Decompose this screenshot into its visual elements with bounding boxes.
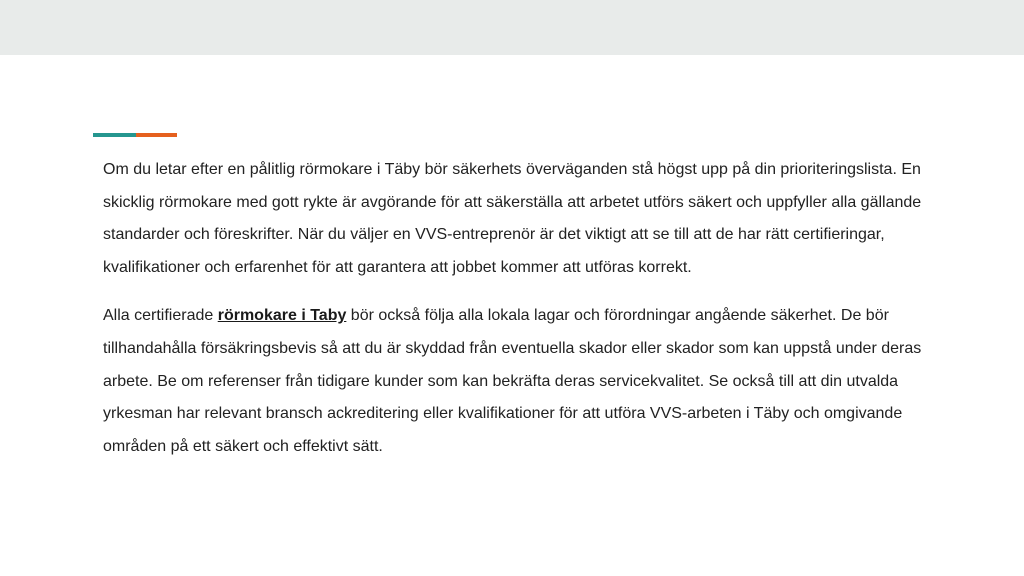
accent-bar-orange — [136, 133, 177, 137]
article-body — [103, 154, 933, 479]
top-band — [0, 0, 1024, 55]
paragraph-2-intro: Alla certifierade — [103, 307, 218, 325]
plumber-taby-link[interactable]: rörmokare i Taby — [217, 307, 347, 325]
accent-bar-teal — [93, 133, 136, 137]
paragraph-2-rest: bör också följa alla lokala lagar och förordningar angående säkerhet. De bör tillhandahålla försäkringsbevis så att du är skyddad från eventuella skador eller skador som kan uppstå under deras arbete. Be om referenser från tidigare kunder som kan bekräfta deras servicekvalitet. Se också till att din utvalda yrkesman har relevant bransch ackreditering eller kvalifikationer för att utföra VVS-arbeten i Täby och omgivande områden på ett säkert och effektivt sätt. — [103, 307, 922, 455]
paragraph-1: Om du letar efter en pålitlig rörmokare i Täby bör säkerhets överväganden stå högst upp på din prioriteringslista. En skicklig rörmokare med gott rykte är avgörande för att säkerställa att arbetet utförs säkert och uppfyller alla gällande standarder och föreskrifter. När du väljer en VVS-entreprenör är det viktigt att se till att de har rätt certifieringar, kvalifikationer och erfarenhet för att garantera att jobbet kommer att utföras korrekt. — [103, 161, 922, 276]
accent-bar — [93, 133, 177, 137]
paragraph-2 — [103, 300, 933, 463]
